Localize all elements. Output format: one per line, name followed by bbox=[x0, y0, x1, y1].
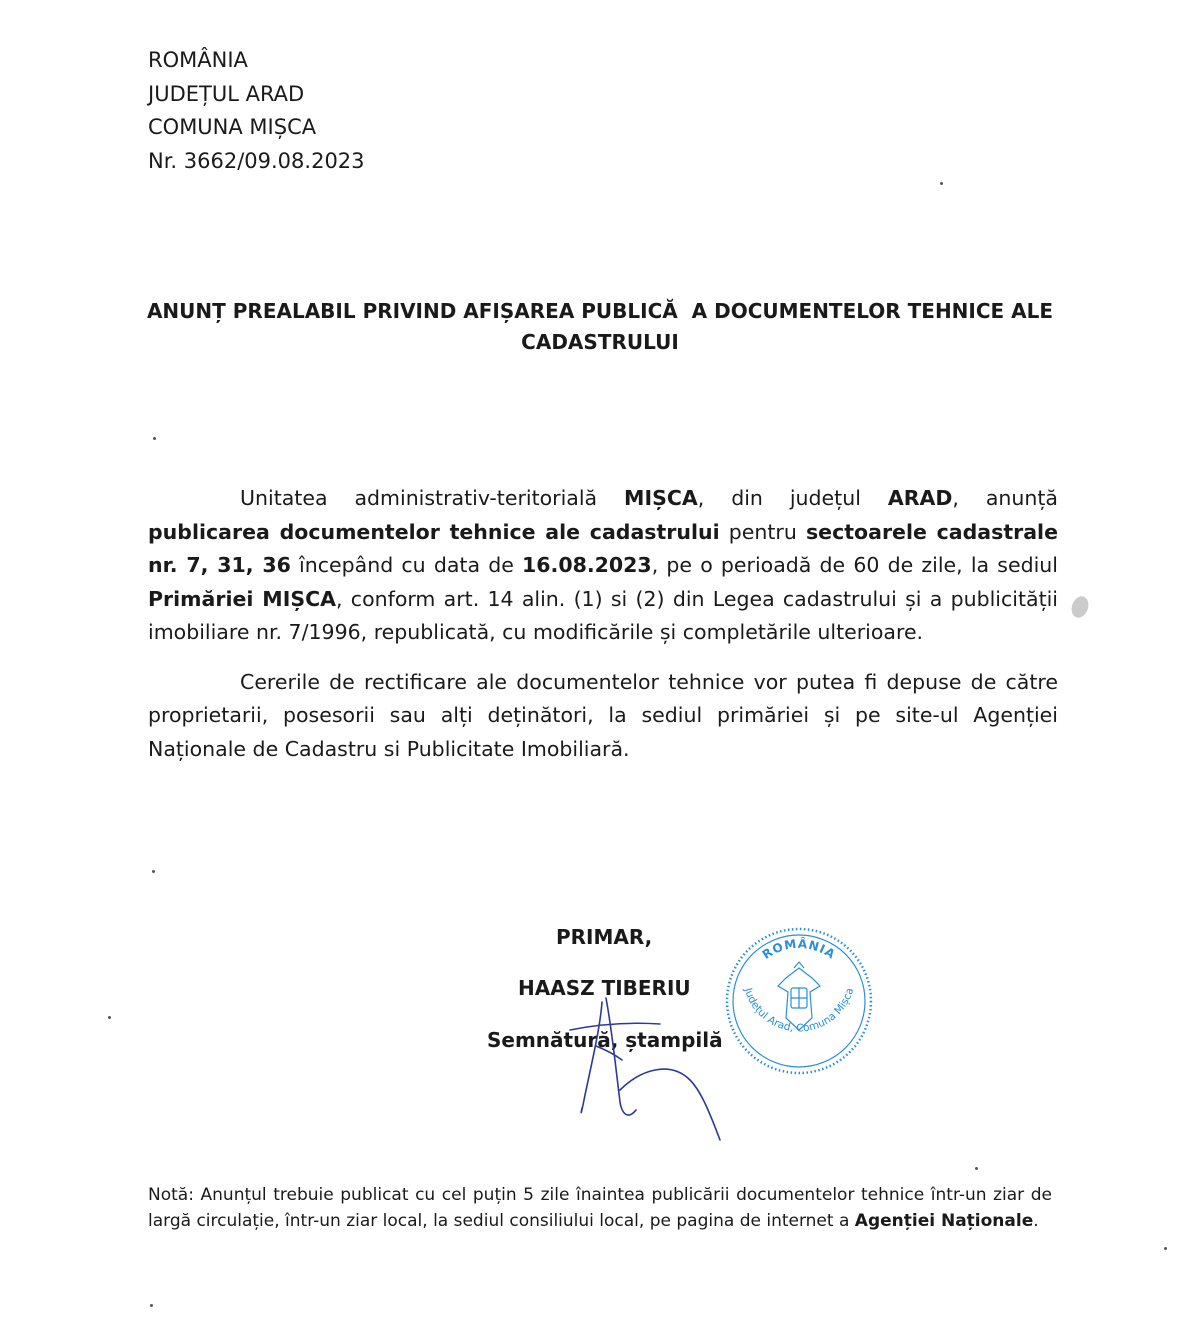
bold-town-hall: Primăriei MIȘCA bbox=[148, 586, 337, 611]
note-bold-agency: Agenției Naționale bbox=[854, 1211, 1034, 1231]
scan-speck bbox=[108, 1016, 111, 1019]
coat-of-arms-icon bbox=[778, 962, 820, 1030]
bold-county-name: ARAD bbox=[887, 486, 953, 510]
scan-smudge bbox=[1069, 594, 1092, 620]
signature-caption: Semnătură, ștampilă bbox=[487, 1028, 723, 1052]
scan-speck bbox=[940, 182, 943, 185]
bold-cadastral-sectors: sectoarele cadastrale nr. 7, 31, 36 bbox=[148, 519, 1058, 577]
signatory-name: HAASZ TIBERIU bbox=[518, 976, 691, 1000]
text-segment: , pe o perioadă de 60 de zile, la sediul bbox=[651, 553, 1058, 577]
bold-publication-subject: publicarea documentelor tehnice ale cadastrului bbox=[148, 519, 720, 544]
registration-number: Nr. 3662/09.08.2023 bbox=[148, 148, 365, 173]
scan-speck bbox=[150, 1304, 153, 1307]
note-end: . bbox=[1033, 1211, 1039, 1231]
text-segment: Unitatea administrativ-teritorială bbox=[240, 486, 625, 510]
text-segment: începând cu data de bbox=[290, 553, 522, 577]
title-line-1: ANUNȚ PREALABIL PRIVIND AFIȘAREA PUBLICĂ A DOCUMENTELOR TEHNICE ALE bbox=[146, 299, 1054, 323]
text-segment: , conform art. 14 alin. (1) si (2) din Legea cadastrului și a publicității imobiliare nr. 7/1996, republicată, cu modificările și completările ulterioare. bbox=[148, 586, 1058, 644]
paragraph-announcement bbox=[148, 482, 1058, 650]
official-stamp bbox=[724, 926, 874, 1076]
scan-speck bbox=[152, 870, 155, 873]
handwritten-signature bbox=[540, 990, 740, 1150]
scan-speck bbox=[975, 1167, 978, 1170]
scan-speck bbox=[153, 437, 156, 440]
bold-start-date: 16.08.2023 bbox=[522, 553, 652, 577]
county-line: JUDEȚUL ARAD bbox=[148, 81, 305, 106]
country-line: ROMÂNIA bbox=[148, 48, 248, 72]
text-segment: , din județul bbox=[697, 486, 888, 510]
text-segment: , anunță bbox=[952, 486, 1058, 510]
footnote bbox=[148, 1182, 1052, 1234]
commune-line: COMUNA MIȘCA bbox=[148, 115, 317, 139]
note-text: Anunțul trebuie publicat cu cel puțin 5 zile înaintea publicării documentelor tehnice într-un ziar de largă circulație, într-un ziar local, la sediul consiliului local, pe pagina de internet a bbox=[148, 1185, 1052, 1231]
document-header bbox=[148, 44, 365, 178]
bold-commune-name: MIȘCA bbox=[624, 486, 698, 510]
stamp-ring-text: Județul Arad, Comuna Mișca bbox=[741, 986, 857, 1035]
text-segment: pentru bbox=[719, 519, 806, 544]
scan-speck bbox=[1164, 1247, 1167, 1250]
announcement-body bbox=[148, 482, 1058, 766]
document-title bbox=[120, 296, 1080, 358]
title-line-2: CADASTRULUI bbox=[521, 330, 679, 354]
paragraph-rectification: Cererile de rectificare ale documentelor tehnice vor putea fi depuse de către proprietarii, posesorii sau alți deținători, la sediul primăriei și pe site-ul Agenției Naționale de Cadastru si Publicitate Imobiliară. bbox=[148, 669, 1058, 761]
note-label: Notă: bbox=[148, 1185, 194, 1205]
signatory-role: PRIMAR, bbox=[556, 925, 653, 949]
stamp-top-text: ROMÂNIA bbox=[759, 936, 839, 962]
